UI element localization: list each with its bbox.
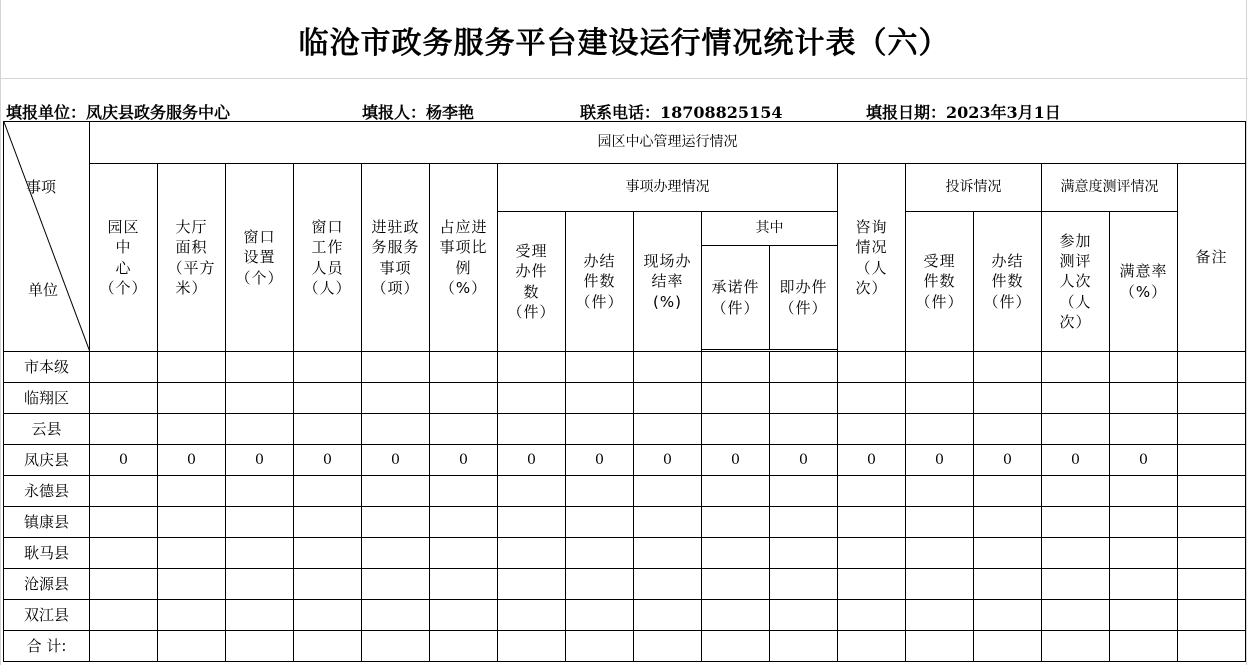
table-cell[interactable]	[90, 631, 158, 662]
table-cell[interactable]	[566, 383, 634, 414]
table-cell[interactable]	[226, 631, 294, 662]
table-cell[interactable]	[362, 631, 430, 662]
table-cell[interactable]	[566, 538, 634, 569]
diagonal-line	[4, 122, 90, 352]
table-cell[interactable]: 0	[498, 445, 566, 476]
table-cell[interactable]	[158, 507, 226, 538]
sheet-right-border	[1246, 0, 1247, 665]
table-cell[interactable]	[158, 352, 226, 383]
table-cell[interactable]	[838, 569, 906, 600]
table-cell[interactable]	[702, 538, 770, 569]
table-cell[interactable]	[294, 476, 362, 507]
table-cell[interactable]	[1178, 538, 1246, 569]
table-cell[interactable]	[838, 414, 906, 445]
table-cell[interactable]	[974, 600, 1042, 631]
header-survey-participants: 参加 测评 人次 （人 次）	[1042, 212, 1110, 352]
table-row	[4, 538, 1246, 569]
table-cell[interactable]	[226, 414, 294, 445]
table-cell[interactable]	[90, 414, 158, 445]
table-cell[interactable]	[838, 383, 906, 414]
header-onsite-rate: 现场办 结率 (%)	[634, 212, 702, 352]
table-cell[interactable]	[634, 538, 702, 569]
table-cell[interactable]	[906, 600, 974, 631]
table-cell[interactable]	[974, 569, 1042, 600]
table-cell[interactable]	[294, 507, 362, 538]
table-cell[interactable]	[1110, 414, 1178, 445]
table-cell[interactable]	[838, 538, 906, 569]
table-cell[interactable]	[362, 538, 430, 569]
table-cell[interactable]	[1042, 507, 1110, 538]
table-cell[interactable]	[838, 631, 906, 662]
table-cell[interactable]	[906, 352, 974, 383]
table-cell[interactable]	[294, 631, 362, 662]
row-label[interactable]: 市本级	[4, 352, 90, 383]
table-cell[interactable]	[770, 507, 838, 538]
table-cell[interactable]	[702, 600, 770, 631]
header-group-complaint: 投诉情况	[906, 164, 1042, 212]
table-cell[interactable]	[1110, 631, 1178, 662]
table-cell[interactable]	[362, 383, 430, 414]
table-cell[interactable]	[634, 631, 702, 662]
table-cell[interactable]	[770, 600, 838, 631]
contact-phone: 联系电话：18708825154	[580, 103, 783, 122]
table-cell[interactable]	[838, 476, 906, 507]
table-cell[interactable]	[158, 631, 226, 662]
header-group-satisfaction: 满意度测评情况	[1042, 164, 1178, 212]
table-cell[interactable]	[430, 476, 498, 507]
row-label[interactable]: 耿马县	[4, 538, 90, 569]
table-cell[interactable]	[1042, 631, 1110, 662]
table-cell[interactable]	[226, 600, 294, 631]
table-cell[interactable]	[1110, 600, 1178, 631]
table-cell[interactable]	[566, 631, 634, 662]
header-unit-label: 单位	[28, 281, 59, 299]
table-cell[interactable]	[702, 569, 770, 600]
header-group-main: 园区中心管理运行情况	[90, 122, 1246, 164]
table-cell[interactable]	[1042, 476, 1110, 507]
header-promise-cases: 承诺件 （件）	[702, 246, 770, 350]
table-cell[interactable]	[566, 352, 634, 383]
table-cell[interactable]: 0	[838, 445, 906, 476]
table-cell[interactable]	[158, 476, 226, 507]
row-label[interactable]: 凤庆县	[4, 445, 90, 476]
table-cell[interactable]	[294, 352, 362, 383]
table-cell[interactable]	[634, 414, 702, 445]
table-cell[interactable]	[498, 507, 566, 538]
table-row	[4, 569, 1246, 600]
table-cell[interactable]	[906, 538, 974, 569]
header-park-center: 园区 中 心 （个）	[90, 164, 158, 352]
header-instant-cases: 即办件 （件）	[770, 246, 838, 350]
table-cell[interactable]	[1042, 414, 1110, 445]
table-cell[interactable]	[702, 414, 770, 445]
table-cell[interactable]: 0	[1110, 445, 1178, 476]
table-cell[interactable]	[362, 414, 430, 445]
table-cell[interactable]	[1042, 352, 1110, 383]
table-cell[interactable]	[498, 383, 566, 414]
table-cell[interactable]	[566, 600, 634, 631]
table-cell[interactable]	[362, 507, 430, 538]
table-cell[interactable]	[1110, 352, 1178, 383]
table-cell[interactable]	[906, 631, 974, 662]
report-date: 填报日期：2023年3月1日	[866, 103, 1061, 122]
table-cell[interactable]	[974, 631, 1042, 662]
table-cell[interactable]	[906, 507, 974, 538]
table-cell[interactable]: 0	[974, 445, 1042, 476]
row-label[interactable]: 沧源县	[4, 569, 90, 600]
table-cell[interactable]	[634, 352, 702, 383]
table-cell[interactable]	[770, 538, 838, 569]
table-cell[interactable]	[90, 600, 158, 631]
table-cell[interactable]	[362, 569, 430, 600]
table-cell[interactable]	[158, 538, 226, 569]
table-cell[interactable]	[90, 538, 158, 569]
table-cell[interactable]	[294, 383, 362, 414]
header-consultation: 咨询 情况 （人 次）	[838, 164, 906, 352]
table-cell[interactable]: 0	[294, 445, 362, 476]
table-cell[interactable]	[158, 600, 226, 631]
table-cell[interactable]	[770, 383, 838, 414]
table-cell[interactable]	[566, 569, 634, 600]
table-cell[interactable]	[158, 414, 226, 445]
table-cell[interactable]	[430, 569, 498, 600]
table-cell[interactable]	[770, 352, 838, 383]
table-cell[interactable]	[90, 569, 158, 600]
table-cell[interactable]	[226, 352, 294, 383]
table-row	[4, 414, 1246, 445]
table-cell[interactable]	[634, 600, 702, 631]
reporter: 填报人：杨李艳	[362, 103, 475, 122]
table-cell[interactable]: 0	[566, 445, 634, 476]
table-cell[interactable]	[498, 631, 566, 662]
table-cell[interactable]	[90, 352, 158, 383]
table-cell[interactable]	[1178, 414, 1246, 445]
table-row	[4, 383, 1246, 414]
table-cell[interactable]: 0	[158, 445, 226, 476]
table-cell[interactable]	[1042, 569, 1110, 600]
table-cell[interactable]	[1178, 445, 1246, 476]
table-cell[interactable]	[770, 631, 838, 662]
row-label[interactable]: 合 计:	[4, 631, 90, 662]
table-cell[interactable]	[430, 538, 498, 569]
header-completed-cases: 办结 件数 （件）	[566, 212, 634, 352]
row-label[interactable]: 双江县	[4, 600, 90, 631]
table-row	[4, 631, 1246, 662]
table-cell[interactable]	[1042, 600, 1110, 631]
table-cell[interactable]	[634, 476, 702, 507]
table-cell[interactable]	[566, 476, 634, 507]
table-cell[interactable]	[498, 600, 566, 631]
table-row	[4, 352, 1246, 383]
table-cell[interactable]	[702, 507, 770, 538]
row-label[interactable]: 临翔区	[4, 383, 90, 414]
table-cell[interactable]	[430, 414, 498, 445]
table-cell[interactable]	[90, 507, 158, 538]
table-cell[interactable]: 0	[90, 445, 158, 476]
table-cell[interactable]	[1110, 383, 1178, 414]
table-cell[interactable]	[294, 600, 362, 631]
table-cell[interactable]	[1042, 538, 1110, 569]
table-cell[interactable]: 0	[430, 445, 498, 476]
table-row	[4, 600, 1246, 631]
table-cell[interactable]	[430, 352, 498, 383]
table-cell[interactable]	[158, 569, 226, 600]
table-cell[interactable]	[226, 476, 294, 507]
table-cell[interactable]	[294, 569, 362, 600]
table-cell[interactable]	[430, 631, 498, 662]
table-cell[interactable]	[498, 352, 566, 383]
table-cell[interactable]	[362, 352, 430, 383]
header-service-items: 进驻政 务服务 事项 （项）	[362, 164, 430, 352]
header-window-staff: 窗口 工作 人员 （人）	[294, 164, 362, 352]
table-cell[interactable]: 0	[226, 445, 294, 476]
table-cell[interactable]	[90, 476, 158, 507]
table-cell[interactable]	[294, 414, 362, 445]
table-cell[interactable]	[362, 476, 430, 507]
table-cell[interactable]	[1110, 476, 1178, 507]
table-cell[interactable]	[430, 507, 498, 538]
table-cell[interactable]	[838, 600, 906, 631]
header-hall-area: 大厅 面积 （平方 米）	[158, 164, 226, 352]
table-cell[interactable]	[498, 569, 566, 600]
header-satisfaction-rate: 满意率 （%）	[1110, 212, 1178, 352]
title-divider	[0, 78, 1248, 79]
table-cell[interactable]	[1110, 569, 1178, 600]
table-cell[interactable]	[974, 507, 1042, 538]
table-cell[interactable]	[702, 383, 770, 414]
table-cell[interactable]	[362, 600, 430, 631]
sheet-left-border	[0, 0, 1, 665]
header-complaint-accepted: 受理 件数 （件）	[906, 212, 974, 352]
table-row	[4, 445, 1246, 476]
table-row	[4, 507, 1246, 538]
page-title: 临沧市政务服务平台建设运行情况统计表（六）	[298, 26, 950, 61]
table-cell[interactable]	[226, 569, 294, 600]
table-cell[interactable]	[498, 476, 566, 507]
table-cell[interactable]	[1178, 631, 1246, 662]
table-cell[interactable]	[770, 476, 838, 507]
table-cell[interactable]	[1110, 507, 1178, 538]
table-cell[interactable]	[702, 476, 770, 507]
table-cell[interactable]	[906, 569, 974, 600]
table-cell[interactable]	[702, 352, 770, 383]
table-cell[interactable]	[838, 507, 906, 538]
row-label[interactable]: 永德县	[4, 476, 90, 507]
table-cell[interactable]: 0	[770, 445, 838, 476]
table-cell[interactable]	[1178, 383, 1246, 414]
table-cell[interactable]	[974, 538, 1042, 569]
table-cell[interactable]	[226, 507, 294, 538]
table-cell[interactable]	[1178, 569, 1246, 600]
table-cell[interactable]	[566, 414, 634, 445]
table-cell[interactable]	[1178, 600, 1246, 631]
header-complaint-completed: 办结 件数 （件）	[974, 212, 1042, 352]
header-group-among: 其中	[702, 212, 838, 246]
table-cell[interactable]	[906, 476, 974, 507]
table-cell[interactable]	[1042, 383, 1110, 414]
header-group-affairs: 事项办理情况	[498, 164, 838, 212]
row-label[interactable]: 镇康县	[4, 507, 90, 538]
header-items-label: 事项	[26, 178, 57, 196]
table-cell[interactable]	[634, 569, 702, 600]
table-cell[interactable]	[1110, 538, 1178, 569]
table-cell[interactable]: 0	[702, 445, 770, 476]
row-label[interactable]: 云县	[4, 414, 90, 445]
reporting-unit: 填报单位：凤庆县政务服务中心	[6, 103, 231, 122]
table-cell[interactable]	[1178, 352, 1246, 383]
table-cell[interactable]: 0	[1042, 445, 1110, 476]
table-cell[interactable]	[1178, 507, 1246, 538]
table-cell[interactable]	[974, 352, 1042, 383]
table-cell[interactable]	[498, 414, 566, 445]
table-cell[interactable]	[770, 569, 838, 600]
statistics-table	[3, 121, 1246, 662]
table-cell[interactable]	[634, 507, 702, 538]
table-cell[interactable]: 0	[634, 445, 702, 476]
table-cell[interactable]	[974, 383, 1042, 414]
table-cell[interactable]	[1178, 476, 1246, 507]
table-cell[interactable]	[566, 507, 634, 538]
table-cell[interactable]	[498, 538, 566, 569]
table-cell[interactable]	[430, 600, 498, 631]
header-window-setup: 窗口 设置 （个）	[226, 164, 294, 352]
table-cell[interactable]: 0	[362, 445, 430, 476]
table-cell[interactable]	[838, 352, 906, 383]
table-cell[interactable]	[226, 383, 294, 414]
table-cell[interactable]	[226, 538, 294, 569]
table-cell[interactable]	[158, 383, 226, 414]
diagonal-header-cell	[4, 122, 90, 352]
header-remarks: 备注	[1178, 164, 1246, 352]
table-cell[interactable]	[634, 383, 702, 414]
table-cell[interactable]	[770, 414, 838, 445]
header-accepted-cases: 受理 办件 数 （件）	[498, 212, 566, 352]
table-cell[interactable]	[90, 383, 158, 414]
table-cell[interactable]	[974, 414, 1042, 445]
table-cell[interactable]: 0	[906, 445, 974, 476]
table-cell[interactable]	[906, 383, 974, 414]
table-cell[interactable]	[906, 414, 974, 445]
table-cell[interactable]	[702, 631, 770, 662]
table-cell[interactable]	[430, 383, 498, 414]
table-cell[interactable]	[974, 476, 1042, 507]
header-item-ratio: 占应进 事项比 例 （%）	[430, 164, 498, 352]
table-row	[4, 476, 1246, 507]
table-cell[interactable]	[294, 538, 362, 569]
